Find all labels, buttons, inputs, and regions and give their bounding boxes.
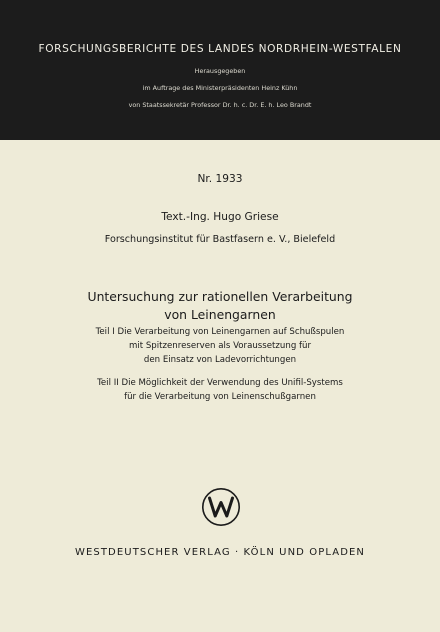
author-name: Text.-Ing. Hugo Griese xyxy=(161,211,279,223)
editor-line-1: Herausgegeben xyxy=(194,67,246,75)
part-one-line-2: mit Spitzenreserven als Voraussetzung für xyxy=(128,341,312,351)
report-number: Nr. 1933 xyxy=(197,173,243,185)
part-one-line-1: Teil I Die Verarbeitung von Leinengarnen auf Schußspulen xyxy=(95,327,345,337)
series-title: FORSCHUNGSBERICHTE DES LANDES NORDRHEIN-WESTFALEN xyxy=(38,43,402,55)
editor-line-3: von Staatssekretär Professor Dr. h. c. Dr. E. h. Leo Brandt xyxy=(128,101,312,109)
part-one-line-3: den Einsatz von Ladevorrichtungen xyxy=(143,355,297,365)
main-title-line-2: von Leinengarnen xyxy=(164,307,276,322)
part-two-line-2: für die Verarbeitung von Leinenschußgarnen xyxy=(124,392,316,402)
institute-name: Forschungsinstitut für Bastfasern e. V., Bielefeld xyxy=(104,234,336,245)
publisher-name: WESTDEUTSCHER VERLAG · KÖLN UND OPLADEN xyxy=(75,547,365,558)
part-two-line-1: Teil II Die Möglichkeit der Verwendung des Unifil-Systems xyxy=(97,378,343,388)
main-title-line-1: Untersuchung zur rationellen Verarbeitung xyxy=(87,289,353,304)
editor-line-2: im Auftrage des Ministerpräsidenten Heinz Kühn xyxy=(142,84,298,92)
westdeutscher-verlag-w-logo-icon xyxy=(201,487,241,527)
header-band xyxy=(0,0,440,140)
